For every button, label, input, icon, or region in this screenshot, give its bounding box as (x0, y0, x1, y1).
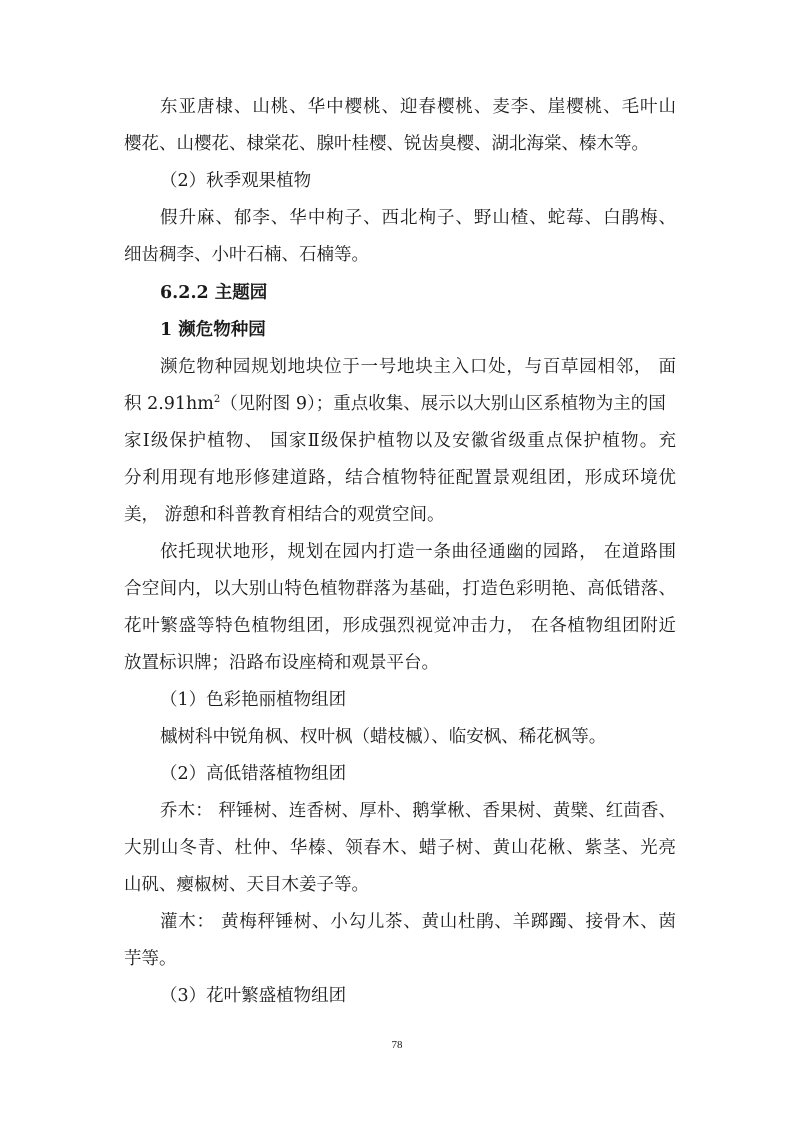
text-line: 合空间内，以大别山特色植物群落为基础，打造色彩明艳、高低错落、 (124, 579, 676, 599)
text-line: 乔木： 秤锤树、连香树、厚朴、鹅掌楸、香果树、黄檗、红茴香、 (160, 801, 676, 821)
text-line: 家Ⅰ级保护植物、 国家Ⅱ级保护植物以及安徽省级重点保护植物。充 (124, 431, 676, 451)
subsection-heading: 1 濒危物种园 (160, 320, 266, 340)
text-line: 大别山冬青、杜仲、华榛、领春木、蜡子树、黄山花楸、紫茎、光亮 (124, 838, 676, 858)
page-number: 78 (391, 1039, 403, 1051)
area-value: 积 2.91hm (124, 394, 214, 414)
text-line: 分利用现有地形修建道路，结合植物特征配置景观组团，形成环境优 (124, 468, 676, 488)
section-heading: 6.2.2 主题园 (160, 283, 268, 303)
text-line (124, 393, 676, 415)
text-segment: （见附图 9）；重点收集、展示以大别山区系植物为主的国 (220, 394, 666, 414)
text-line: 槭树科中锐角枫、杈叶枫（蜡枝槭）、临安枫、稀花枫等。 (160, 727, 607, 747)
text-line: 灌木： 黄梅秤锤树、小勾儿茶、黄山杜鹃、羊踯躅、接骨木、茵 (160, 912, 676, 932)
text-line: 东亚唐棣、山桃、华中樱桃、迎春樱桃、麦李、崖樱桃、毛叶山 (160, 97, 676, 117)
text-line: 美， 游憩和科普教育相结合的观赏空间。 (124, 505, 445, 525)
text-line: 依托现状地形，规划在园内打造一条曲径通幽的园路， 在道路围 (160, 542, 676, 562)
text-line: 濒危物种园规划地块位于一号地块主入口处，与百草园相邻， 面 (160, 357, 676, 377)
text-line: 樱花、山樱花、棣棠花、腺叶桂樱、锐齿臭樱、湖北海棠、榛木等。 (124, 134, 649, 154)
text-line: 放置标识牌；沿路布设座椅和观景平台。 (124, 653, 439, 673)
text-line: 芋等。 (124, 949, 177, 969)
text-line: 细齿稠李、小叶石楠、石楠等。 (124, 245, 369, 265)
text-line: （2）秋季观果植物 (160, 171, 312, 191)
text-line: 花叶繁盛等特色植物组团，形成强烈视觉冲击力， 在各植物组团附近 (124, 616, 676, 636)
text-line: （2）高低错落植物组团 (160, 764, 347, 784)
text-line: 山矾、瘿椒树、天目木姜子等。 (124, 875, 369, 895)
text-line: （3）花叶繁盛植物组团 (160, 986, 347, 1006)
text-line: 假升麻、郁李、华中枸子、西北栒子、野山楂、蛇莓、白鹃梅、 (160, 208, 676, 228)
superscript: 2 (213, 394, 221, 405)
text-line: （1）色彩艳丽植物组团 (160, 690, 347, 710)
